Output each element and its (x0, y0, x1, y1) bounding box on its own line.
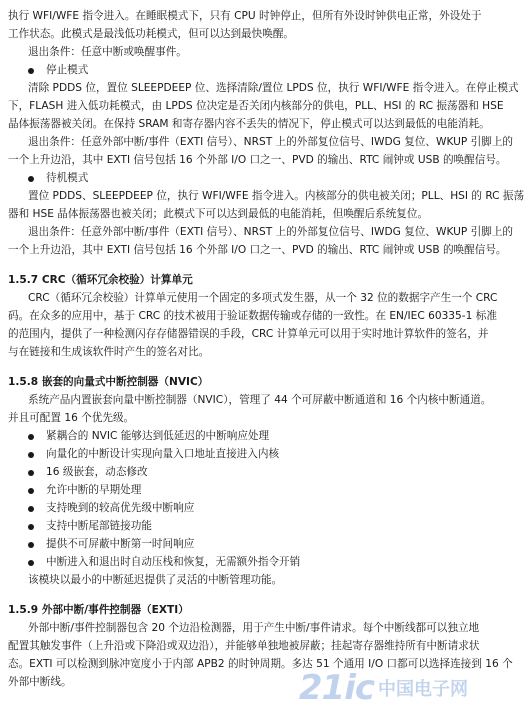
bullet-label: 停止模式 (46, 64, 89, 76)
section-heading-nvic: 1.5.8 嵌套的向量式中断控制器（NVIC） (8, 376, 209, 388)
section-heading-exti: 1.5.9 外部中断/事件控制器（EXTI） (8, 604, 189, 616)
paragraph-line: 工作状态。此模式是最浅低功耗模式，但可以达到最快唤醒。 (8, 28, 295, 40)
paragraph-line: CRC（循环冗余校验）计算单元使用一个固定的多项式发生器，从一个 32 位的数据字产生一个 CRC (28, 292, 498, 304)
list-item-text: 支持晚到的较高优先级中断响应 (46, 502, 195, 514)
paragraph-line: 退出条件：任意外部中断/事件（EXTI 信号）、NRST 上的外部复位信号、IWDG 复位、WKUP 引脚上的 (28, 136, 514, 148)
list-item (28, 502, 470, 515)
list-item (28, 520, 470, 533)
paragraph-line: 系统产品内置嵌套向量中断控制器（NVIC），管理了 44 个可屏蔽中断通道和 16 个内核中断通道。 (28, 394, 492, 406)
paragraph-line: 与在链接和生成该软件时产生的签名对比。 (8, 346, 210, 358)
paragraph-line: 并且可配置 16 个优先级。 (8, 412, 135, 424)
paragraph-line: 一个上升边沿，其中 EXTI 信号包括 16 个外部 I/O 口之一、PVD 的输出、RTC 闹钟或 USB 的唤醒信号。 (8, 244, 507, 256)
list-item-text: 16 级嵌套，动态修改 (46, 466, 148, 478)
list-item (28, 466, 470, 479)
paragraph-line: 该模块以最小的中断延迟提供了灵活的中断管理功能。 (28, 574, 283, 586)
paragraph-line: 码。在众多的应用中，基于 CRC 的技术被用于验证数据传输或存储的一致性。在 EN/IEC 60335-1 标准 (8, 310, 497, 322)
list-item-text: 紧耦合的 NVIC 能够达到低延迟的中断响应处理 (46, 430, 270, 442)
list-item-text: 允许中断的早期处理 (46, 484, 142, 496)
paragraph-line: 态。EXTI 可以检测到脉冲宽度小于内部 APB2 的时钟周期。多达 51 个通用 I/O 口都可以选择连接到 16 个 (8, 658, 513, 670)
bullet-label: 待机模式 (46, 172, 89, 184)
paragraph-line: 置位 PDDS、SLEEPDEEP 位，执行 WFI/WFE 指令进入。内核部分的供电被关闭；PLL、HSI 的 RC 振荡 (28, 190, 524, 202)
bullet-standby-mode (28, 172, 470, 185)
list-item (28, 448, 470, 461)
list-item (28, 430, 470, 443)
watermark-logo-mark: 21ic (298, 668, 374, 708)
paragraph-line: 退出条件：任意外部中断/事件（EXTI 信号）、NRST 上的外部复位信号、IWDG 复位、WKUP 引脚上的 (28, 226, 514, 238)
paragraph-line: 下，FLASH 进入低功耗模式，由 LPDS 位决定是否关闭内核部分的供电，PLL、HSI 的 RC 振荡器和 HSE (8, 100, 504, 112)
paragraph-line: 外部中断/事件控制器包含 20 个边沿检测器，用于产生中断/事件请求。每个中断线都可以独立地 (28, 622, 480, 634)
list-item-text: 支持中断尾部链接功能 (46, 520, 152, 532)
watermark-text: 中国电子网 (378, 679, 468, 700)
list-item (28, 538, 470, 551)
paragraph-line: 执行 WFI/WFE 指令进入。在睡眠模式下，只有 CPU 时钟停止，但所有外设时钟供电正常，外设处于 (8, 10, 482, 22)
paragraph-line: 晶体振荡器被关闭。在保持 SRAM 和寄存器内容不丢失的情况下，停止模式可以达到最低的电能消耗。 (8, 118, 490, 130)
list-item (28, 556, 470, 569)
paragraph-line: 的范围内，提供了一种检测闪存存储器错误的手段，CRC 计算单元可以用于实时地计算软件的签名，并 (8, 328, 489, 340)
paragraph-line: 退出条件：任意中断或唤醒事件。 (28, 46, 187, 58)
paragraph-line: 清除 PDDS 位，置位 SLEEPDEEP 位、选择清除/置位 LPDS 位，执行 WFI/WFE 指令进入。在停止模式 (28, 82, 519, 94)
paragraph-line: 外部中断线。 (8, 676, 72, 688)
paragraph-line: 器和 HSE 晶体振荡器也被关闭；此模式下可以达到最低的电能消耗，但唤醒后系统复位。 (8, 208, 429, 220)
paragraph-line: 配置其触发事件（上升沿或下降沿或双边沿），并能够单独地被屏蔽；挂起寄存器维持所有中断请求状 (8, 640, 480, 652)
section-heading-crc: 1.5.7 CRC（循环冗余校验）计算单元 (8, 274, 193, 286)
list-item (28, 484, 470, 497)
bullet-stop-mode (28, 64, 470, 77)
list-item-text: 中断进入和退出时自动压栈和恢复，无需额外指令开销 (46, 556, 301, 568)
list-item-text: 向量化的中断设计实现向量入口地址直接进入内核 (46, 448, 280, 460)
list-item-text: 提供不可屏蔽中断第一时间响应 (46, 538, 195, 550)
paragraph-line: 一个上升边沿，其中 EXTI 信号包括 16 个外部 I/O 口之一、PVD 的输出、RTC 闹钟或 USB 的唤醒信号。 (8, 154, 507, 166)
